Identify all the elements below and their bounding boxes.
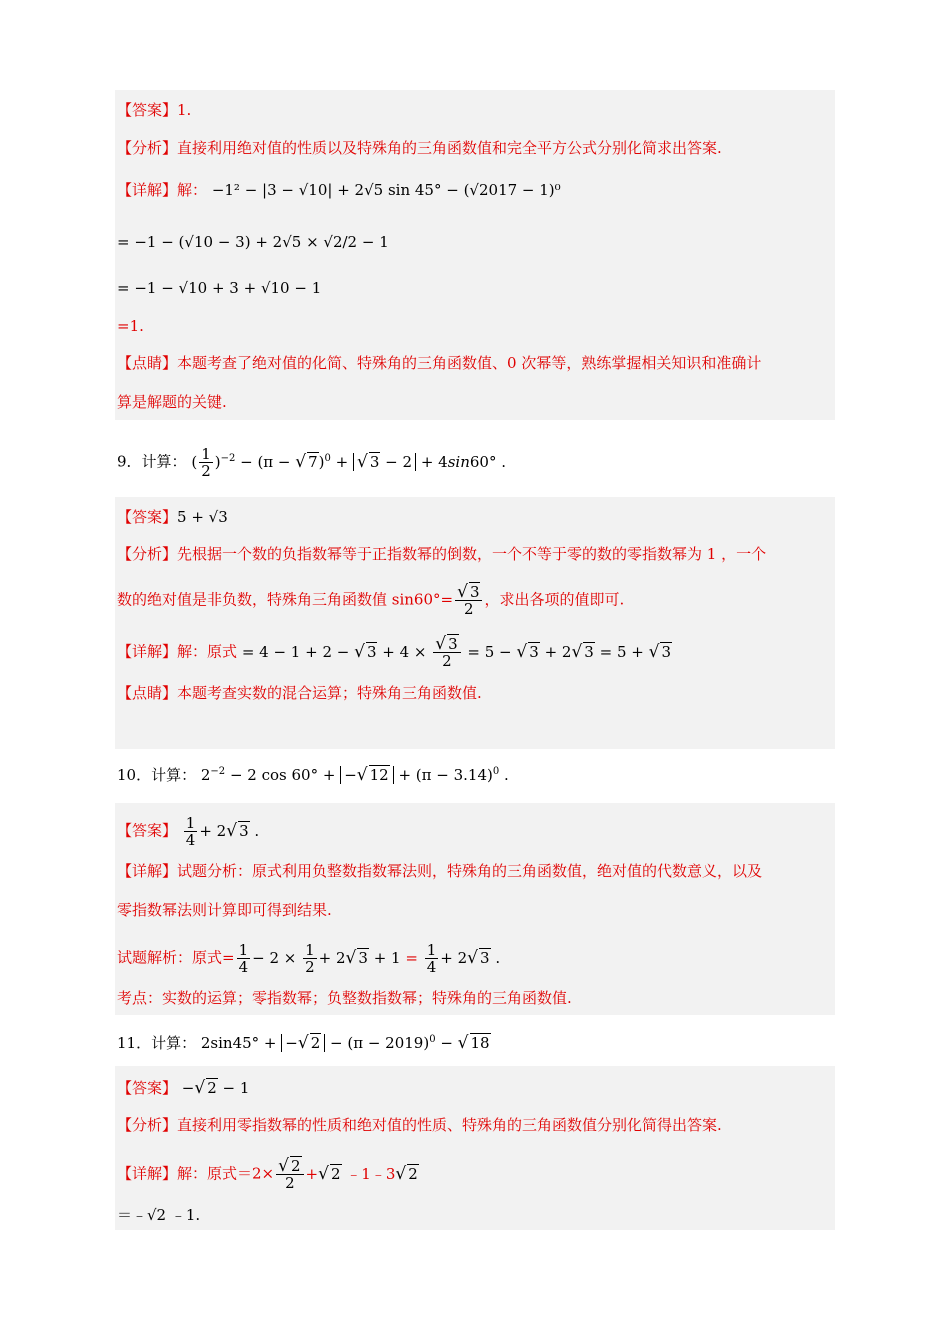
question-10-expression: $2^{-2} - 2$ cos 60° + −√ $12 + (\pi - 3.14)^0$ . [200,765,509,785]
analysis-text: 直接利用零指数幂的性质和绝对值的性质、特殊角的三角函数值分别化简得出答案. [177,1116,722,1134]
comment-text-2: 算是解题的关键. [117,393,227,411]
answer-label: 【答案】 [117,508,178,526]
detail-label: 【详解】 [117,642,178,661]
question-10-number: 10．计算： [117,766,197,784]
detail-text-2: 零指数幂法则计算即可得到结果. [117,901,332,919]
step-1-text: = −1 − (√10 − 3) + 2√5 × √2/2 − 1 [117,233,389,251]
q11-detail-line [117,1158,419,1191]
q10-answer-line [117,815,259,848]
comment-line-2 [117,392,227,412]
comment-text-1: 本题考查了绝对值的化简、特殊角的三角函数值、0 次幂等，熟练掌握相关知识和准确计 [177,354,762,372]
analysis-text: 直接利用绝对值的性质以及特殊角的三角函数值和完全平方公式分别化简求出答案. [177,139,722,157]
step-3 [117,316,144,336]
detail-label: 【详解】 [117,862,178,880]
step-2 [117,278,321,298]
detail-label: 【详解】 [117,181,178,199]
analysis-text-2a: 数的绝对值是非负数，特殊角三角函数值 sin60°= [117,590,454,609]
step-3-text: =1. [117,317,144,335]
answer-expression: $\frac{1}{4}$ + 2√ 3 . [185,814,260,849]
q9-detail-line [117,636,672,669]
q9-analysis-line-2 [117,584,624,617]
q9-analysis-line-1 [117,544,766,564]
analysis-line [117,138,722,158]
comment-label: 【点睛】 [117,354,178,372]
detail-text-1: 试题分析：原式利用负整数指数幂法则，特殊角的三角函数值，绝对值的代数意义，以及 [177,862,763,880]
answer-line [117,100,191,120]
q11-final-line [117,1205,200,1225]
detail-expression: = 4 − 1 + 2 − √ 3 + 4 × $\frac{√ 3}{2}$ = 5 − √ 3 + 2√ 3 = 5 + √ 3 [241,634,671,670]
solution-text: 试题解析：原式= [117,948,235,967]
solution-expression: $\frac{1}{4}$ − 2 × $\frac{1}{2}$ + 2√ 3 + 1 = $\frac{1}{4}$ + 2√ 3 . [238,941,501,976]
detail-text: 解： [177,181,208,199]
analysis-label: 【分析】 [117,1116,178,1134]
q10-kaodian-line [117,988,572,1008]
question-11 [117,1032,491,1053]
answer-expression: −√ 2 − 1 [181,1078,250,1098]
question-9 [117,446,506,479]
detail-label: 【详解】 [117,1164,178,1183]
comment-line-1 [117,353,761,373]
q9-answer-line [117,507,228,527]
q10-detail-line-1 [117,861,762,881]
answer-text: 1. [177,101,192,119]
kaodian-text: 考点：实数的运算；零指数幂；负整数指数幂；特殊角的三角函数值. [117,989,572,1007]
question-10 [117,764,509,785]
answer-text: 5 + √3 [177,508,228,526]
analysis-text-2b: ，求出各项的值即可. [484,590,625,609]
step-1 [117,232,389,252]
question-11-expression: 2sin45° + −√ $2 - (\pi - 2019)^0$ − √ 18 [200,1033,490,1053]
comment-label: 【点睛】 [117,684,178,702]
comment-text: 本题考查实数的混合运算；特殊角三角函数值. [177,684,482,702]
answer-label: 【答案】 [117,821,178,840]
analysis-text-1: 先根据一个数的负指数幂等于正指数幂的倒数，一个不等于零的数的零指数幂为 1 ，一个 [177,545,767,563]
detail-line [117,180,561,200]
fraction-sqrt3-over-2: $\frac{√ 3}{2}$ [455,584,482,617]
detail-text: 解：原式＝2× [177,1164,275,1183]
q11-answer-line [117,1078,249,1098]
detail-expression: −1² − |3 − √10| + 2√5 sin 45° − (√2017 − 1)⁰ [211,181,561,199]
question-9-expression: ( $\frac{1}{2}$ )$^{-2}$ − (π − √ 7)$^0$ + √ 3 − 2 + 4sin60° . [191,445,506,480]
step-2-text: = −1 − √10 + 3 + √10 − 1 [117,279,322,297]
question-9-number: 9．计算： [117,452,187,471]
detail-text: 解：原式 [177,642,238,661]
answer-block-9 [115,497,835,749]
analysis-label: 【分析】 [117,139,178,157]
answer-label: 【答案】 [117,101,178,119]
final-text: ＝﹣√2 ﹣1. [117,1206,201,1224]
q11-analysis-line [117,1115,722,1135]
detail-expression: $\frac{√ 2}{2}$ +√ 2 ﹣1﹣3√ 2 [278,1156,418,1192]
analysis-label: 【分析】 [117,545,178,563]
q10-detail-line-2 [117,900,332,920]
q10-solution-line [117,942,500,975]
q9-comment-line [117,683,482,703]
answer-label: 【答案】 [117,1079,178,1097]
question-11-number: 11．计算： [117,1034,197,1052]
